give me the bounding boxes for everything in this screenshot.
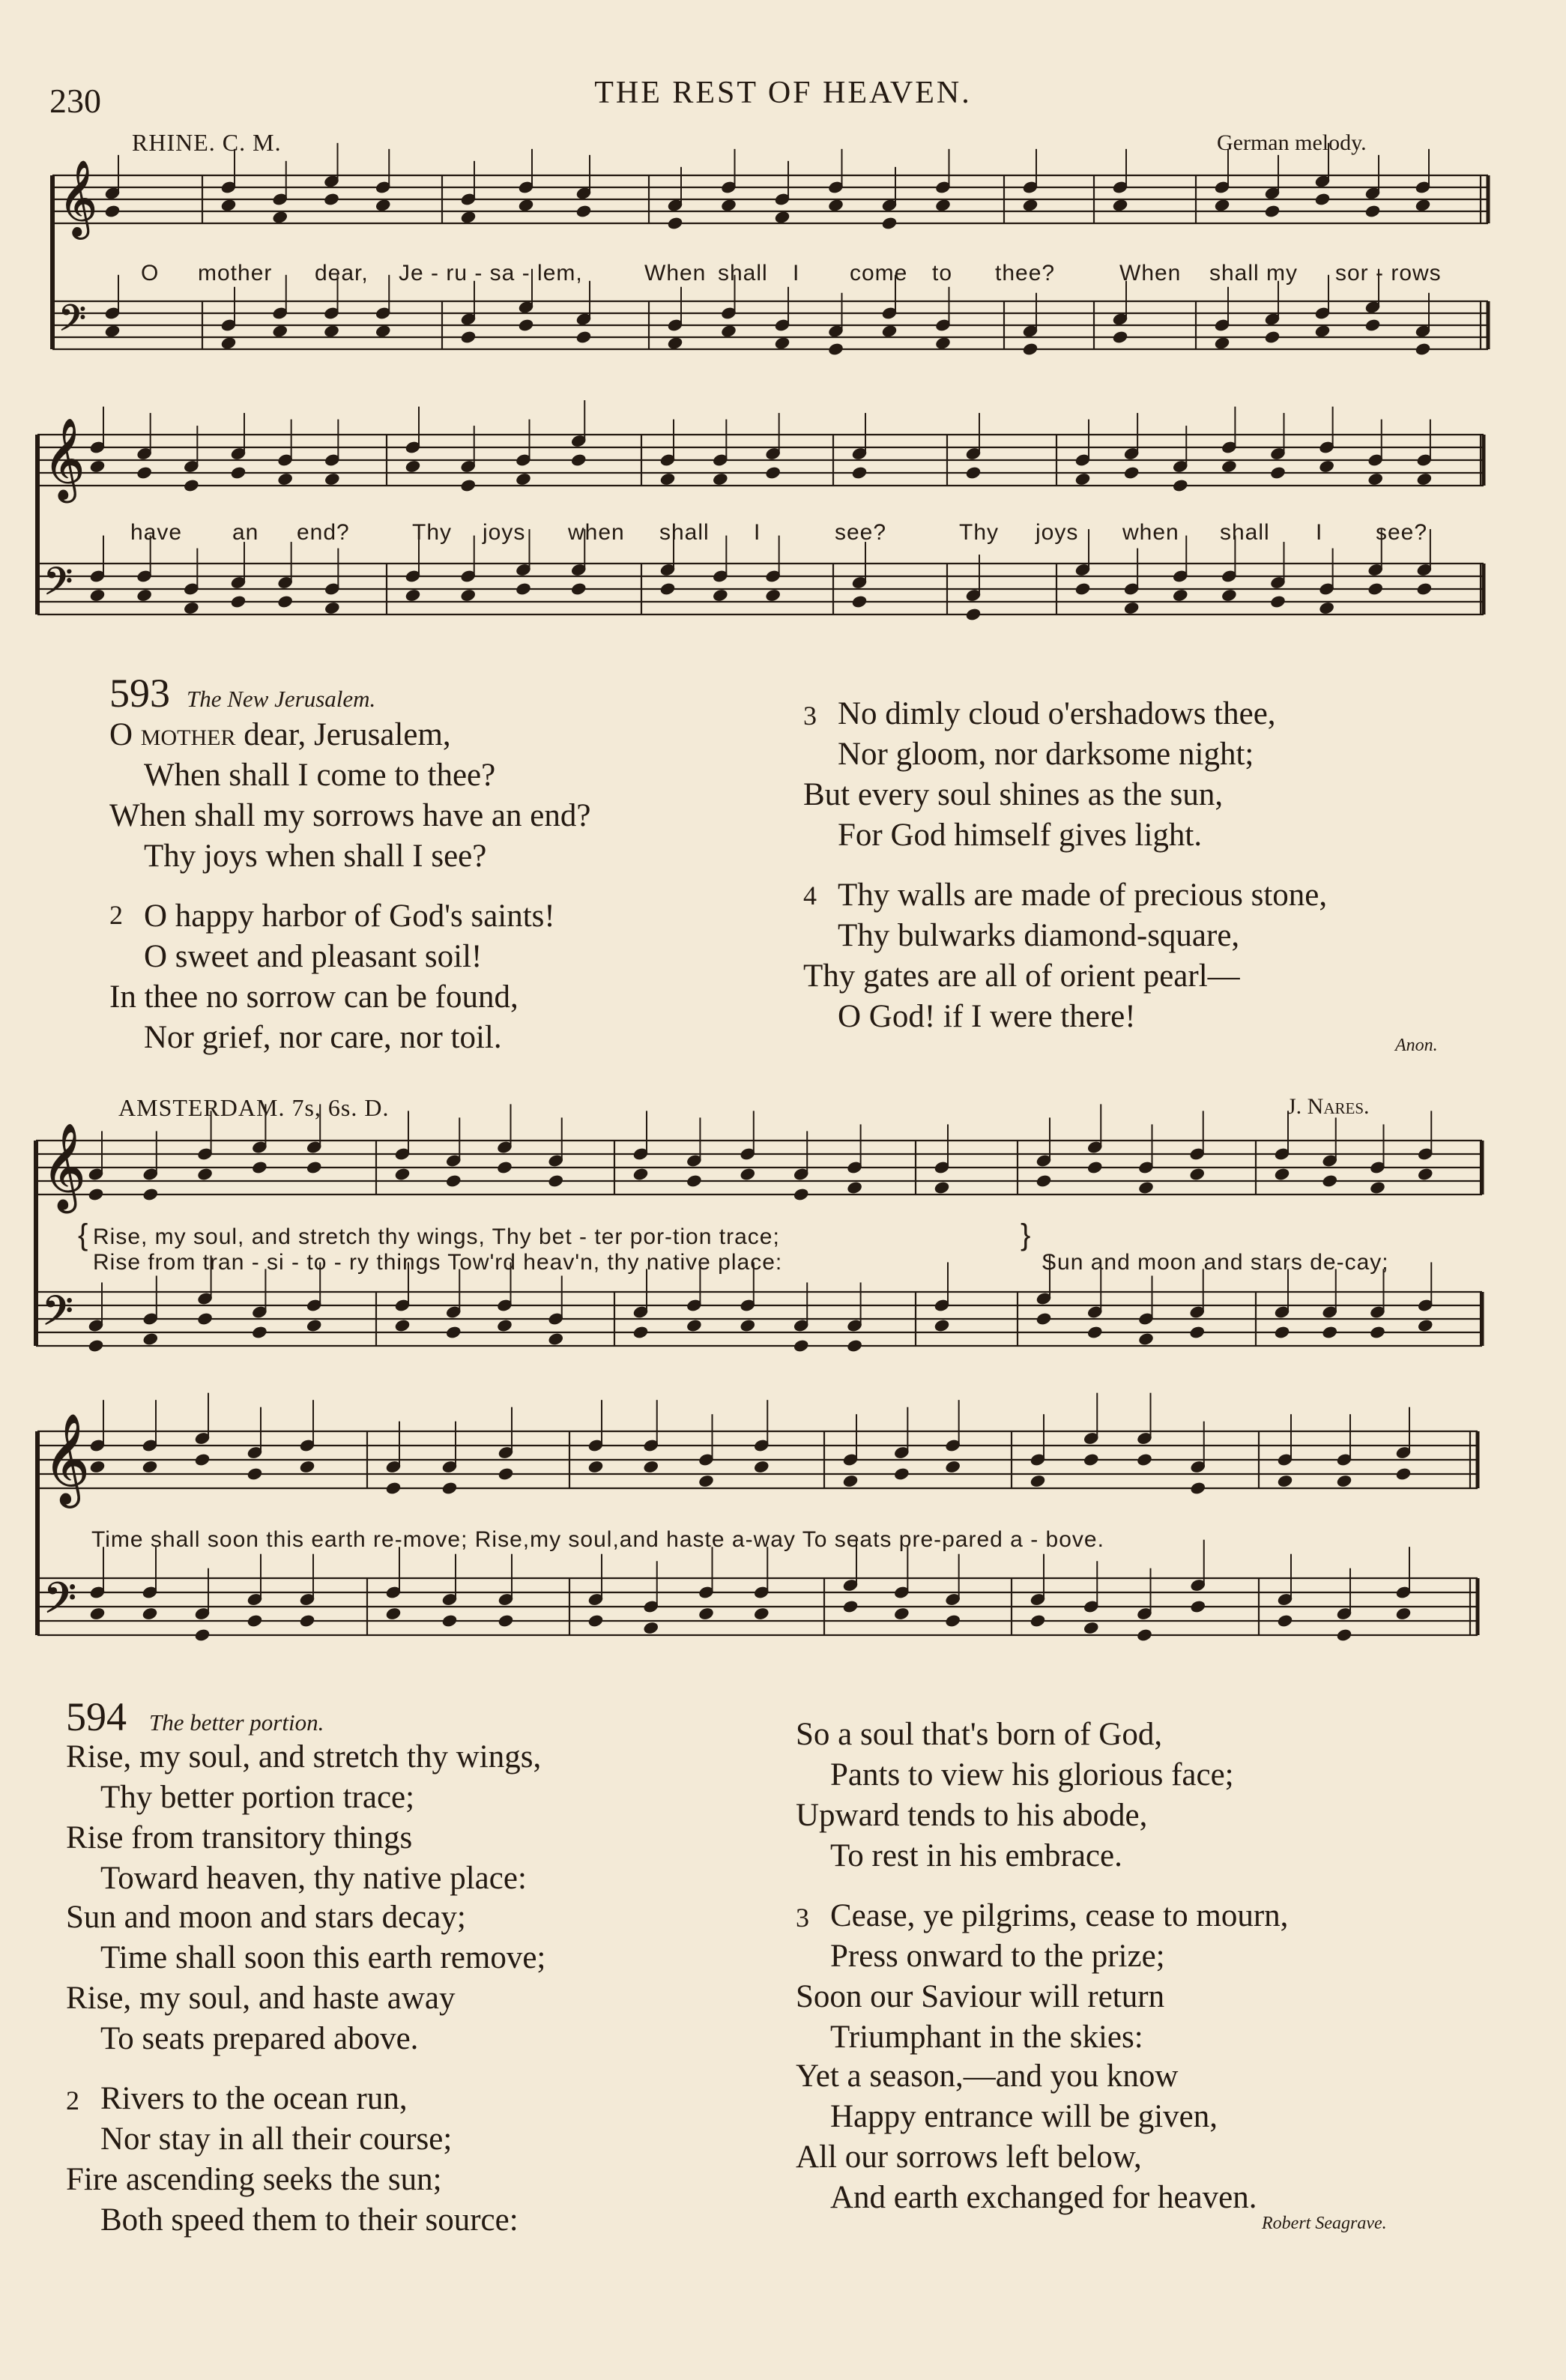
- hymn-number: 593: [109, 671, 170, 716]
- verse-line: In thee no sorrow can be found,: [109, 979, 519, 1015]
- lyric-syllable: joys: [483, 520, 526, 545]
- note-head: [847, 1181, 862, 1194]
- lyric-syllable: when: [1122, 520, 1179, 545]
- note-head: [324, 324, 339, 338]
- note-head: [446, 1174, 462, 1188]
- note-head: [1087, 1326, 1103, 1339]
- note-head: [1336, 1474, 1352, 1488]
- lyric-syllable: shall: [718, 261, 768, 286]
- note-head: [1112, 199, 1128, 212]
- hymn-593-heading: [109, 670, 375, 716]
- note-head: [405, 459, 420, 473]
- note-head: [220, 336, 236, 350]
- verse-number: 2: [109, 900, 123, 930]
- note-head: [460, 588, 476, 602]
- note-head: [1314, 193, 1330, 206]
- note-head: [851, 466, 867, 480]
- note-head: [965, 608, 981, 621]
- verse-line: Upward tends to his abode,: [796, 1798, 1148, 1833]
- note-head: [497, 1319, 513, 1332]
- note-head: [272, 211, 288, 224]
- note-head: [194, 1628, 210, 1642]
- note-head: [1030, 1614, 1045, 1628]
- note-head: [441, 1614, 457, 1628]
- note-head: [575, 330, 591, 344]
- rhine-system-2-bass: [37, 564, 1484, 614]
- verse-line: To seats prepared above.: [100, 2021, 419, 2056]
- verse-line: So a soul that's born of God,: [796, 1717, 1163, 1752]
- lyric-syllable: see?: [1376, 520, 1428, 545]
- treble-clef-icon: 𝄞: [42, 1123, 86, 1209]
- note-head: [1395, 1467, 1411, 1481]
- note-head: [1367, 582, 1383, 596]
- verse-line: All our sorrows left below,: [796, 2139, 1142, 2175]
- note-head: [299, 1460, 315, 1473]
- note-head: [548, 1174, 563, 1188]
- note-head: [1370, 1181, 1385, 1194]
- amsterdam-system-1-bass: [36, 1292, 1482, 1346]
- hymn-author: Robert Seagrave.: [1262, 2214, 1387, 2233]
- note-head: [230, 595, 246, 608]
- tune-name-amsterdam: AMSTERDAM. 7s, 6s. D.: [118, 1094, 390, 1121]
- note-head: [1087, 1161, 1103, 1174]
- verse-line: Nor gloom, nor darksome night;: [838, 737, 1254, 772]
- lyric-syllable: When: [644, 261, 707, 286]
- note-head: [1022, 199, 1038, 212]
- lyric-syllable: joys: [1036, 520, 1079, 545]
- note-head: [774, 336, 790, 350]
- lyric-syllable: have: [130, 520, 183, 545]
- note-head: [1137, 1628, 1152, 1642]
- note-head: [277, 595, 293, 608]
- note-head: [686, 1319, 702, 1332]
- note-head: [385, 1482, 401, 1495]
- lyric-syllable: thee?: [995, 261, 1056, 286]
- note-head: [1123, 601, 1139, 614]
- tune2-lyrics-line2b: Sun and moon and stars de-cay;: [1042, 1250, 1389, 1275]
- note-head: [1123, 466, 1139, 480]
- note-head: [104, 205, 120, 218]
- note-head: [194, 1453, 210, 1467]
- note-head: [405, 588, 420, 602]
- hymn-594-heading: [66, 1694, 324, 1740]
- verse-line: Fire ascending seeks the sun;: [66, 2162, 442, 2197]
- verse-number: 2: [66, 2085, 79, 2115]
- note-head: [299, 1614, 315, 1628]
- lyric-syllable: shall: [659, 520, 710, 545]
- tune-composer-amsterdam: J. Nares.: [1287, 1094, 1370, 1119]
- verse-line: Time shall soon this earth remove;: [100, 1940, 546, 1975]
- note-head: [842, 1474, 858, 1488]
- verse-line: O happy harbor of God's saints!: [144, 898, 555, 934]
- lyric-syllable: sor - rows: [1335, 261, 1442, 286]
- verse-number: 3: [796, 1903, 809, 1933]
- note-head: [1036, 1174, 1051, 1188]
- note-head: [1138, 1332, 1154, 1346]
- note-head: [765, 466, 781, 480]
- note-head: [1074, 582, 1090, 596]
- note-head: [935, 199, 951, 212]
- note-head: [1173, 588, 1188, 602]
- verse-line: But every soul shines as the sun,: [803, 777, 1224, 812]
- verse-line: Happy entrance will be given,: [830, 2099, 1218, 2134]
- note-head: [1277, 1614, 1293, 1628]
- note-head: [1036, 1312, 1051, 1326]
- note-head: [851, 595, 867, 608]
- note-head: [740, 1168, 755, 1181]
- note-head: [934, 1319, 949, 1332]
- bass-clef-icon: 𝄢: [43, 1574, 76, 1634]
- lyric-syllable: Je - ru - sa - lem,: [399, 261, 583, 286]
- note-head: [184, 479, 199, 492]
- note-head: [446, 1326, 462, 1339]
- note-head: [1418, 1319, 1433, 1332]
- note-head: [587, 1614, 603, 1628]
- note-head: [793, 1188, 809, 1201]
- note-head: [1274, 1168, 1290, 1181]
- rhine-system-2-treble-notes: [89, 400, 1432, 492]
- note-head: [1322, 1174, 1337, 1188]
- verse-line: Nor stay in all their course;: [100, 2121, 453, 2157]
- note-head: [460, 479, 476, 492]
- note-head: [1083, 1621, 1099, 1634]
- note-head: [89, 1460, 105, 1473]
- note-head: [721, 324, 737, 338]
- verse-line: When shall I come to thee?: [144, 758, 496, 793]
- note-head: [659, 472, 675, 486]
- note-head: [1274, 1326, 1290, 1339]
- note-head: [306, 1161, 322, 1174]
- verse-line: And earth exchanged for heaven.: [830, 2180, 1257, 2215]
- note-head: [498, 1467, 513, 1481]
- note-head: [667, 217, 683, 230]
- note-head: [1112, 330, 1128, 344]
- note-head: [881, 217, 897, 230]
- lyric-syllable: come: [850, 261, 908, 286]
- verse-line: Both speed them to their source:: [100, 2202, 519, 2238]
- note-head: [1083, 1453, 1099, 1467]
- note-head: [89, 588, 105, 602]
- lyric-syllable: shall: [1220, 520, 1270, 545]
- amsterdam-system-2-bass: [37, 1578, 1478, 1635]
- tune2-lyrics-system2: Time shall soon this earth re-move; Rise,my soul,and haste a-way To seats pre-pared a - bove.: [91, 1527, 1104, 1552]
- verse-line: To rest in his embrace.: [830, 1838, 1122, 1873]
- lyric-syllable: O: [141, 261, 160, 286]
- note-head: [1137, 1453, 1152, 1467]
- note-head: [945, 1614, 961, 1628]
- verse-line: Rivers to the ocean run,: [100, 2081, 408, 2116]
- note-head: [828, 342, 844, 356]
- note-head: [1214, 336, 1230, 350]
- note-head: [721, 199, 737, 212]
- note-head: [1367, 472, 1383, 486]
- note-head: [1416, 472, 1432, 486]
- note-head: [1189, 1168, 1205, 1181]
- note-head: [1415, 342, 1430, 356]
- note-head: [571, 453, 587, 467]
- note-head: [142, 1460, 157, 1473]
- note-head: [740, 1319, 755, 1332]
- note-head: [324, 601, 340, 614]
- lyric-syllable: dear,: [315, 261, 369, 286]
- note-head: [142, 1607, 157, 1620]
- note-head: [142, 1332, 158, 1346]
- note-head: [89, 459, 105, 473]
- note-head: [1319, 459, 1334, 473]
- treble-clef-icon: 𝄞: [43, 1413, 90, 1504]
- note-head: [686, 1174, 702, 1188]
- note-head: [1322, 1326, 1337, 1339]
- note-head: [632, 1326, 648, 1339]
- lyric-syllable: I: [793, 261, 800, 286]
- verse-line: Nor grief, nor care, nor toil.: [144, 1020, 502, 1055]
- verse-line: Thy joys when shall I see?: [144, 839, 487, 874]
- note-head: [1030, 1474, 1045, 1488]
- verse-line: O God! if I were there!: [838, 999, 1136, 1034]
- lyric-syllable: Thy: [412, 520, 453, 545]
- verse-line: Toward heaven, thy native place:: [100, 1861, 527, 1896]
- verse-line: Sun and moon and stars decay;: [66, 1900, 466, 1935]
- note-head: [324, 472, 340, 486]
- note-head: [934, 1181, 949, 1194]
- note-head: [518, 199, 533, 212]
- note-head: [571, 582, 587, 596]
- note-head: [575, 205, 591, 218]
- verse-line: No dimly cloud o'ershadows thee,: [838, 696, 1276, 731]
- note-head: [828, 199, 844, 212]
- note-head: [894, 1467, 910, 1481]
- lyric-syllable: mother: [198, 261, 273, 286]
- note-head: [1190, 1482, 1206, 1495]
- note-head: [1415, 199, 1430, 212]
- note-head: [247, 1614, 262, 1628]
- verse-line: Thy better portion trace;: [100, 1780, 415, 1815]
- note-head: [847, 1339, 862, 1353]
- verse-line: Thy walls are made of precious stone,: [838, 878, 1328, 913]
- lyric-syllable: When: [1119, 261, 1182, 286]
- note-head: [324, 193, 339, 206]
- note-head: [793, 1339, 809, 1353]
- running-head: THE REST OF HEAVEN.: [594, 76, 972, 110]
- note-head: [935, 336, 951, 350]
- note-head: [1364, 205, 1380, 218]
- note-head: [104, 324, 120, 338]
- amsterdam-system-2-treble-notes: [89, 1393, 1411, 1495]
- note-head: [1074, 472, 1090, 486]
- lyric-syllable: see?: [835, 520, 887, 545]
- verse-line: Press onward to the prize;: [830, 1939, 1165, 1974]
- brace: }: [1021, 1218, 1032, 1251]
- note-head: [842, 1600, 858, 1613]
- page-number: 230: [49, 82, 101, 120]
- note-head: [1264, 330, 1280, 344]
- verse-line: Rise from transitory things: [66, 1820, 413, 1855]
- note-head: [441, 1482, 457, 1495]
- verse-line: Rise, my soul, and stretch thy wings,: [66, 1739, 542, 1775]
- note-head: [1319, 601, 1334, 614]
- note-head: [184, 601, 199, 614]
- note-head: [460, 330, 476, 344]
- note-head: [498, 1614, 513, 1628]
- note-head: [518, 318, 533, 332]
- note-head: [713, 588, 728, 602]
- hymn-author: Anon.: [1395, 1036, 1438, 1055]
- note-head: [659, 582, 675, 596]
- lyric-syllable: an: [232, 520, 259, 545]
- note-head: [220, 199, 236, 212]
- note-head: [632, 1168, 648, 1181]
- verse-line: For God himself gives light.: [838, 818, 1203, 853]
- note-head: [497, 1161, 513, 1174]
- lyric-syllable: end?: [297, 520, 350, 545]
- lyric-syllable: shall my: [1209, 261, 1299, 286]
- note-head: [88, 1188, 103, 1201]
- verse-line: [109, 716, 451, 753]
- verse-line: Rise, my soul, and haste away: [66, 1981, 456, 2016]
- treble-clef-icon: 𝄞: [58, 159, 98, 236]
- note-head: [1270, 466, 1286, 480]
- amsterdam-system-2-bass-notes: [89, 1540, 1411, 1642]
- note-head: [197, 1168, 213, 1181]
- lyric-syllable: when: [568, 520, 625, 545]
- note-head: [698, 1474, 714, 1488]
- verse-line: Soon our Saviour will return: [796, 1979, 1165, 2014]
- note-head: [516, 582, 531, 596]
- note-head: [1173, 479, 1188, 492]
- note-head: [587, 1460, 603, 1473]
- tune2-lyrics-line1: Rise, my soul, and stretch thy wings, Thy bet - ter por-tion trace;: [93, 1224, 780, 1249]
- note-head: [881, 324, 897, 338]
- note-head: [277, 472, 293, 486]
- note-head: [667, 336, 683, 350]
- note-head: [272, 324, 288, 338]
- note-head: [1336, 1628, 1352, 1642]
- note-head: [1264, 205, 1280, 218]
- note-head: [197, 1312, 213, 1326]
- note-head: [142, 1188, 158, 1201]
- bass-clef-icon: 𝄢: [42, 1288, 73, 1344]
- note-head: [516, 472, 531, 486]
- verse-line: O sweet and pleasant soil!: [144, 939, 483, 974]
- note-head: [1221, 459, 1237, 473]
- treble-clef-icon: 𝄞: [43, 418, 85, 500]
- verse-line: Thy gates are all of orient pearl—: [803, 958, 1240, 994]
- verse-line: Cease, ye pilgrims, cease to mourn,: [830, 1898, 1289, 1933]
- lyric-syllable: I: [1316, 520, 1323, 545]
- amsterdam-system-2-treble: [37, 1431, 1478, 1488]
- note-head: [1214, 199, 1230, 212]
- note-head: [460, 211, 476, 224]
- note-head: [394, 1168, 410, 1181]
- note-head: [1138, 1181, 1154, 1194]
- note-head: [1314, 324, 1330, 338]
- note-head: [1190, 1600, 1206, 1613]
- lyric-syllable: to: [932, 261, 953, 286]
- note-head: [136, 588, 152, 602]
- note-head: [252, 1161, 267, 1174]
- lyric-syllable: Thy: [959, 520, 1000, 545]
- note-head: [713, 472, 728, 486]
- note-head: [88, 1339, 103, 1353]
- note-head: [247, 1467, 262, 1481]
- note-head: [1395, 1607, 1411, 1620]
- lyric-syllable: I: [754, 520, 761, 545]
- note-head: [252, 1326, 267, 1339]
- note-head: [1189, 1326, 1205, 1339]
- note-head: [1022, 342, 1038, 356]
- hymn-number: 594: [66, 1694, 127, 1739]
- verse-number: 4: [803, 881, 817, 910]
- note-head: [894, 1607, 910, 1620]
- note-head: [375, 199, 391, 212]
- hymn-title: The New Jerusalem.: [187, 686, 376, 712]
- verse-line: Thy bulwarks diamond-square,: [838, 918, 1240, 953]
- note-head: [1364, 318, 1380, 332]
- verse-line: Yet a season,—and you know: [796, 2059, 1179, 2094]
- bass-clef-icon: 𝄢: [43, 560, 73, 613]
- note-head: [548, 1332, 563, 1346]
- note-head: [394, 1319, 410, 1332]
- note-head: [306, 1319, 322, 1332]
- hymn-title: The better portion.: [149, 1709, 324, 1736]
- verse-text: dear, Jerusalem,: [235, 717, 451, 752]
- note-head: [89, 1607, 105, 1620]
- note-head: [136, 466, 152, 480]
- note-head: [375, 324, 391, 338]
- note-head: [230, 466, 246, 480]
- note-head: [1418, 1168, 1433, 1181]
- verse-line: When shall my sorrows have an end?: [109, 798, 591, 833]
- note-head: [643, 1460, 659, 1473]
- note-head: [1277, 1474, 1293, 1488]
- note-head: [965, 466, 981, 480]
- first-words: O mother: [109, 717, 236, 752]
- note-head: [765, 588, 781, 602]
- note-head: [945, 1460, 961, 1473]
- verse-line: Pants to view his glorious face;: [830, 1757, 1234, 1792]
- note-head: [1370, 1326, 1385, 1339]
- verse-line: Triumphant in the skies:: [830, 2020, 1143, 2055]
- tune-composer-rhine: German melody.: [1217, 130, 1367, 155]
- note-head: [643, 1621, 659, 1634]
- brace: {: [78, 1218, 89, 1251]
- tune-name-rhine: RHINE. C. M.: [132, 129, 282, 156]
- verse-number: 3: [803, 701, 817, 731]
- note-head: [1270, 595, 1286, 608]
- note-head: [1221, 588, 1237, 602]
- note-head: [754, 1460, 770, 1473]
- rhine-system-2-treble: [37, 435, 1484, 486]
- bass-clef-icon: 𝄢: [58, 298, 87, 348]
- note-head: [1416, 582, 1432, 596]
- tune2-lyrics-line2: Rise from tran - si - to - ry things Tow'rd heav'n, thy native place:: [93, 1250, 783, 1275]
- note-head: [385, 1607, 401, 1620]
- note-head: [698, 1607, 714, 1620]
- note-head: [754, 1607, 770, 1620]
- note-head: [774, 211, 790, 224]
